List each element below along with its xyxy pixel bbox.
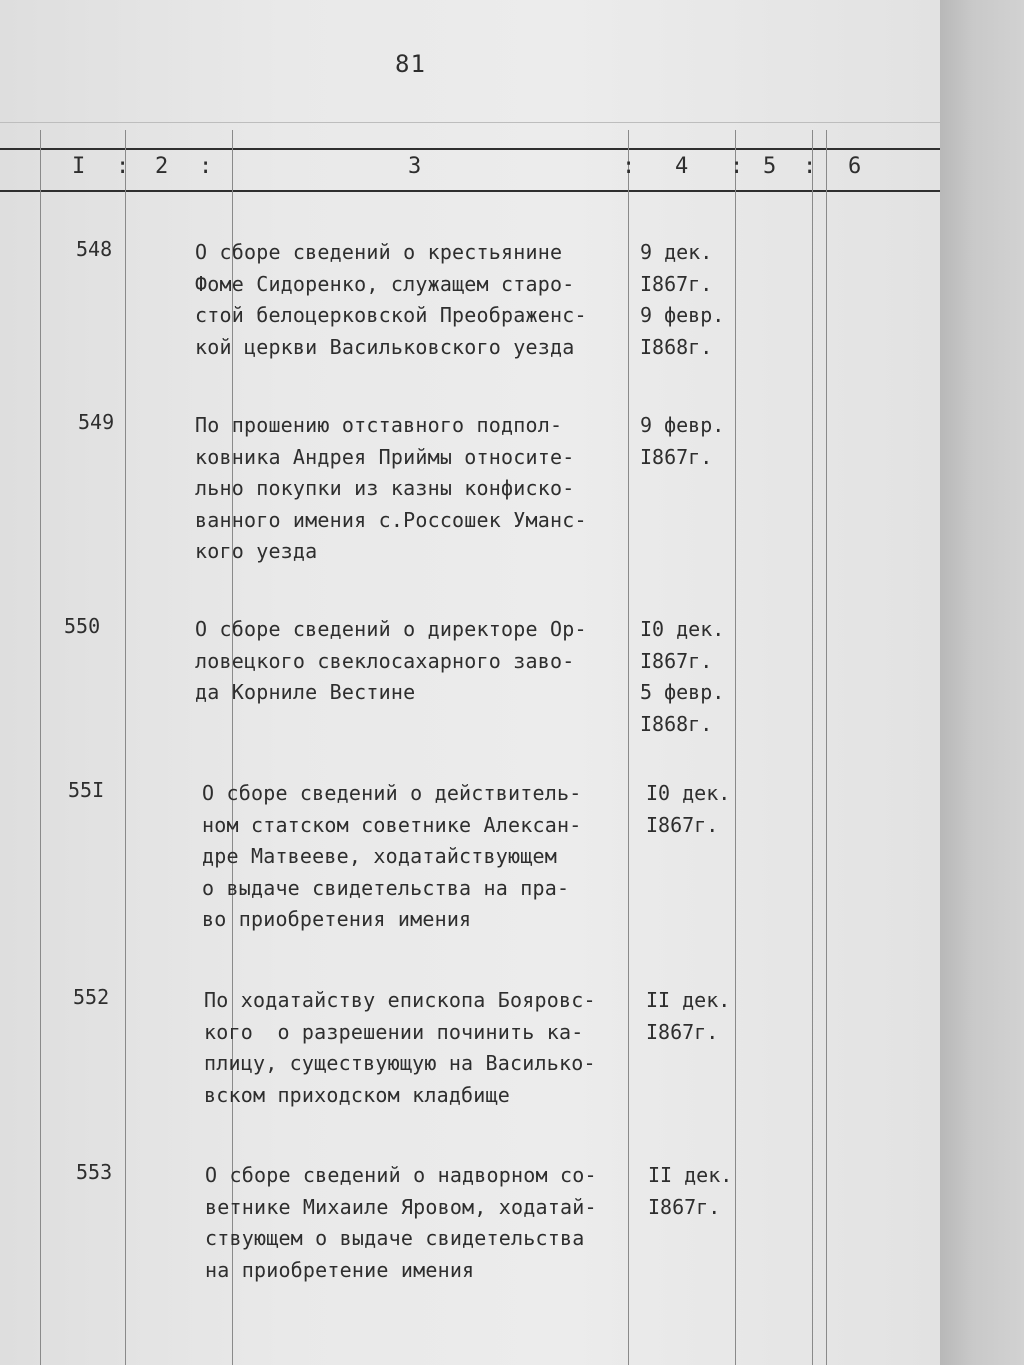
entry-title-line: льно покупки из казны конфиско- — [195, 476, 575, 500]
entry-date-line: I867г. — [640, 648, 713, 673]
entry-dates — [640, 410, 750, 473]
entry-title — [195, 614, 635, 709]
entry-date-line: I867г. — [646, 812, 719, 837]
entry-dates — [640, 614, 750, 740]
entry-date-line: I0 дек. — [646, 781, 731, 805]
entry-date-line: I868г. — [640, 711, 713, 736]
entry-date-line: I0 дек. — [640, 617, 725, 641]
entry-number: 55I — [68, 778, 105, 802]
page-edge — [940, 0, 1024, 1365]
entry-title-line: вском приходском кладбище — [204, 1082, 511, 1107]
entry-date-line: 5 февр. — [640, 680, 725, 704]
column-header-cell: 3 — [408, 154, 422, 179]
entry-number: 553 — [76, 1160, 113, 1184]
entry-title-line: ствующем о выдаче свидетельства — [205, 1226, 585, 1250]
entry-title-line: на приобретение имения — [205, 1257, 475, 1282]
entry-date-line: I868г. — [640, 334, 713, 359]
entry-date-line: I867г. — [648, 1194, 721, 1219]
column-header-separator: : — [730, 154, 744, 179]
column-header-separator: : — [116, 154, 130, 179]
entry-number: 550 — [64, 614, 101, 638]
entry-title-line: кого уезда — [195, 539, 318, 563]
entry-title-line: во приобретения имения — [202, 907, 472, 931]
entry-title-line: О сборе сведений о надворном со- — [205, 1163, 597, 1187]
entry-title-line: ном статском советнике Алексан- — [202, 812, 582, 837]
entry-title-line: кого о разрешении починить ка- — [204, 1019, 584, 1044]
entry-date-line: II дек. — [646, 988, 731, 1012]
page-number: 81 — [395, 50, 426, 78]
column-header-separator: : — [803, 154, 817, 179]
entry-date-line: I867г. — [640, 444, 713, 469]
entry-title-line: О сборе сведений о действитель- — [202, 781, 582, 805]
entry-title-line: да Корниле Вестине — [195, 680, 416, 704]
entry-title — [195, 410, 635, 568]
entry-title-line: По ходатайству епископа Бояровс- — [204, 988, 596, 1012]
entry-date-line: I867г. — [640, 271, 713, 296]
entry-title-line: По прошению отставного подпол- — [195, 413, 563, 437]
column-header-cell: I — [72, 154, 86, 179]
entry-dates — [646, 778, 756, 841]
entry-title-line: кой церкви Васильковского уезда — [195, 334, 575, 359]
entry-date-line: 9 дек. — [640, 240, 713, 264]
entry-dates — [646, 985, 756, 1048]
entry-number: 549 — [78, 410, 115, 434]
entry-date-line: 9 февр. — [640, 413, 725, 437]
entry-title-line: ванного имения с.Россошек Уманс- — [195, 507, 587, 532]
entry-title — [205, 1160, 645, 1286]
entry-title-line: стой белоцерковской Преображенс- — [195, 303, 587, 327]
entry-title-line: дре Матвееве, ходатайствующем — [202, 844, 557, 868]
entry-number: 552 — [73, 985, 110, 1009]
entry-date-line: I867г. — [646, 1019, 719, 1044]
column-header-separator: : — [199, 154, 213, 179]
entry-title — [202, 778, 642, 936]
entry-title-line: о выдаче свидетельства на пра- — [202, 875, 570, 900]
entry-dates — [640, 237, 750, 363]
entry-title-line: О сборе сведений о директоре Ор- — [195, 617, 587, 641]
column-header-cell: 4 — [675, 154, 689, 179]
entry-date-line: II дек. — [648, 1163, 733, 1187]
entry-title-line: ловецкого свеклосахарного заво- — [195, 648, 575, 673]
entry-title — [195, 237, 635, 363]
entry-dates — [648, 1160, 758, 1223]
entry-title-line: Фоме Сидоренко, служащем старо- — [195, 271, 575, 296]
entry-title-line: О сборе сведений о крестьянине — [195, 240, 563, 264]
entry-title-line: плицу, существующую на Василько- — [204, 1051, 596, 1075]
entry-title-line: ветнике Михаиле Яровом, ходатай- — [205, 1194, 597, 1219]
column-header-cell: 5 — [763, 154, 777, 179]
entry-title — [204, 985, 644, 1111]
column-header-separator: : — [622, 154, 636, 179]
entry-number: 548 — [76, 237, 113, 261]
entry-title-line: ковника Андрея Приймы относите- — [195, 444, 575, 469]
entry-date-line: 9 февр. — [640, 303, 725, 327]
column-header-cell: 2 — [155, 154, 169, 179]
column-header-cell: 6 — [848, 154, 862, 179]
